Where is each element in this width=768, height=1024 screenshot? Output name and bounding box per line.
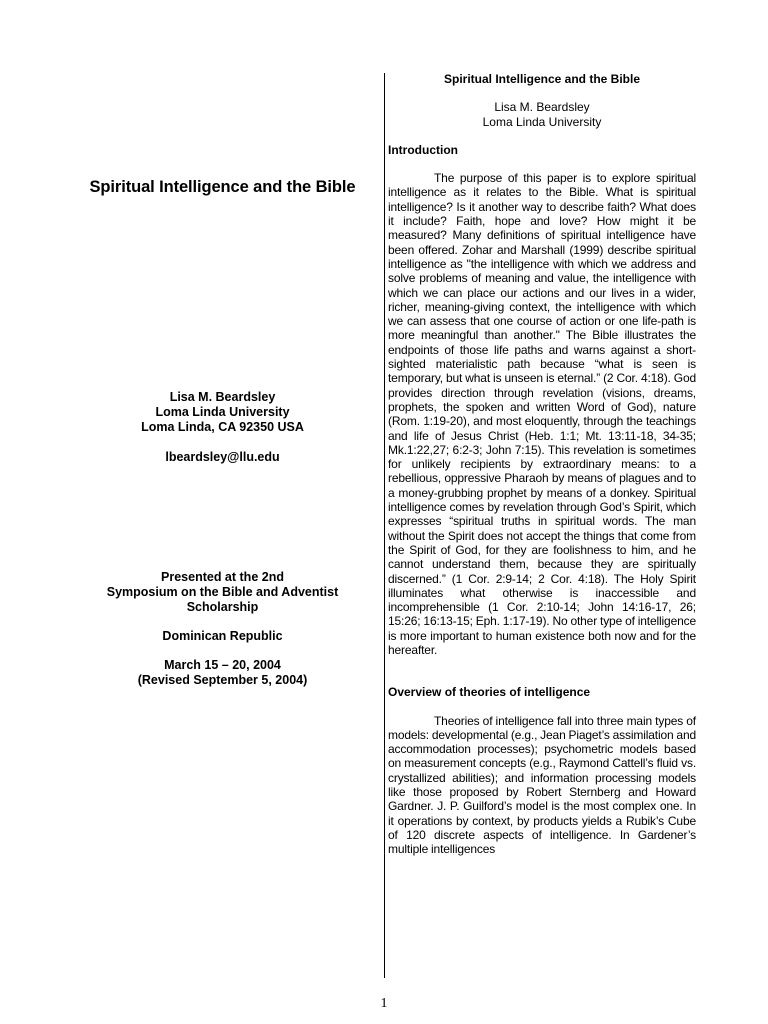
cover-author-affiliation: Loma Linda University: [155, 405, 290, 419]
cover-presented-line-2: Symposium on the Bible and Adventist: [106, 585, 339, 599]
article-author: Lisa M. Beardsley: [494, 100, 590, 115]
cover-location: Dominican Republic: [162, 629, 283, 643]
cover-email-block: [60, 450, 385, 465]
cover-panel: [60, 0, 385, 1024]
cover-author-name: Lisa M. Beardsley: [169, 390, 276, 404]
cover-revised-date: (Revised September 5, 2004): [137, 673, 308, 687]
cover-presented-line-3: Scholarship: [186, 600, 259, 614]
overview-paragraph: Theories of intelligence fall into three main types of models: developmental (e.g., Jean Piaget’s assimilation and accommodation processes); psychometric models based on measurement concepts (e.g., Raymond Cattell’s fluid vs. crystallized abilities); and information processing models like those proposed by Robert Sternberg and Howard Gardner. J. P. Guilford’s model is the most complex one. In it operations by context, by products yields a Rubik’s Cube of 120 discrete aspects of intelligence. In Gardener’s multiple intelligences: [388, 713, 696, 857]
cover-presented-block: [60, 570, 385, 615]
article-column: [388, 72, 696, 857]
cover-date-block: [60, 658, 385, 688]
cover-title: Spiritual Intelligence and the Bible: [89, 178, 356, 196]
article-author-block: [388, 100, 696, 129]
page-number: 1: [380, 996, 388, 1011]
article-title: Spiritual Intelligence and the Bible: [443, 72, 641, 86]
cover-author-address: Loma Linda, CA 92350 USA: [141, 420, 304, 434]
cover-email: lbeardsley@llu.edu: [165, 450, 280, 464]
column-divider: [384, 73, 385, 978]
cover-author-block: [60, 390, 385, 435]
introduction-paragraph: The purpose of this paper is to explore spiritual intelligence as it relates to the Bible. What is spiritual intelligence? Is it another way to describe faith? What does it include? Faith, hope and love? How might it be measured? Many definitions of spiritual intelligence have been offered. Zohar and Marshall (1999) describe spiritual intelligence as "the intelligence with which we address and solve problems of meaning and value, the intelligence with which we can place our actions and our lives in a wider, richer, meaning-giving context, the intelligence with which we can assess that one course of action or one life-path is more meaningful than another." The Bible illustrates the endpoints of those life paths and warns against a short-sighted materialistic path because “what is seen is temporary, but what is unseen is eternal.” (2 Cor. 4:18). God provides direction through revelation (visions, dreams, prophets, the spoken and written Word of God), nature (Rom. 1:19-20), and most eloquently, through the teachings and life of Jesus Christ (Heb. 1:1; Mt. 13:11-18, 34-35; Mk.1:22,27; 6:2-3; John 7:15). This revelation is sometimes for unlikely recipients by extraordinary means: to a rebellious, oppressive Pharaoh by means of plagues and to a money-grubbing prophet by means of a donkey. Spiritual intelligence comes by revelation through God’s Spirit, which expresses “spiritual truths in spiritual words. The man without the Spirit does not accept the things that come from the Spirit of God, for they are foolishness to him, and he cannot understand them, because they are spiritually discerned.” (1 Cor. 2:9-14; 2 Cor. 4:18). The Holy Spirit illuminates what otherwise is inaccessible and incomprehensible (1 Cor. 2:10-14; John 14:16-17, 26; 15:26; 16:13-15; Eph. 1:17-19). No other type of intelligence is more important to human existence both now and for the hereafter.: [388, 171, 696, 657]
cover-date: March 15 – 20, 2004: [164, 658, 281, 672]
section-heading-overview: Overview of theories of intelligence: [388, 685, 591, 700]
section-heading-introduction: Introduction: [388, 142, 458, 157]
article-affiliation: Loma Linda University: [482, 114, 602, 129]
cover-location-block: [60, 629, 385, 644]
cover-presented-line-1: Presented at the 2nd: [161, 570, 284, 584]
